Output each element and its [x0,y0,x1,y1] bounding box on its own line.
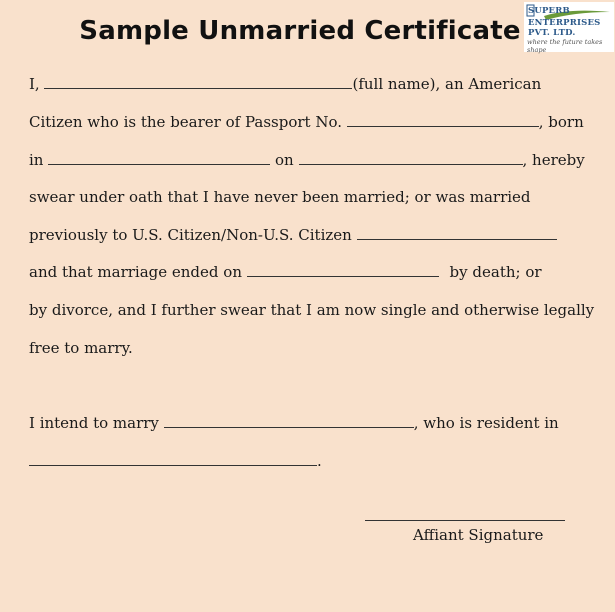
text-on: on [275,151,294,169]
certificate-line-6 [29,262,542,282]
birth-date-blank[interactable] [299,150,523,165]
text-full-name: (full name), an American [352,75,542,93]
residence-blank[interactable] [29,451,317,466]
text-period: . [317,452,322,470]
document-title: Sample Unmarried Certificate [79,16,521,46]
signature-label: Affiant Signature [413,526,544,544]
company-logo [524,2,614,52]
certificate-line-8: free to marry. [29,339,133,357]
certificate-line-9 [29,413,559,433]
logo-name-line2: ENTERPRISES PVT. LTD. [528,18,601,38]
certificate-line-7: by divorce, and I further swear that I am now single and otherwise legally [29,301,595,319]
text-by-death: by death; or [449,263,542,281]
logo-name-line1: SUPERB [528,6,570,16]
previous-spouse-blank[interactable] [357,225,557,240]
signature-line[interactable] [365,520,565,521]
text-previously: previously to U.S. Citizen/Non-U.S. Citizen [29,226,352,244]
passport-number-blank[interactable] [347,112,539,127]
intended-spouse-blank[interactable] [164,413,414,428]
text-intend-to-marry: I intend to marry [29,414,159,432]
birth-place-blank[interactable] [48,150,270,165]
text-hereby: , hereby [522,151,585,169]
text-i: I, [29,75,40,93]
text-born: , born [538,113,584,131]
text-passport: Citizen who is the bearer of Passport No. [29,113,342,131]
text-resident-in: , who is resident in [413,414,559,432]
logo-tagline: where the future takes shape [527,38,603,54]
text-marriage-ended: and that marriage ended on [29,263,242,281]
certificate-line-5 [29,225,557,245]
certificate-line-1 [29,74,541,94]
certificate-line-10 [29,451,322,471]
certificate-line-2 [29,112,584,132]
certificate-line-4: swear under oath that I have never been married; or was married [29,188,531,206]
full-name-blank[interactable] [44,74,352,89]
certificate-line-3 [29,150,585,170]
marriage-end-date-blank[interactable] [247,262,439,277]
text-in: in [29,151,44,169]
